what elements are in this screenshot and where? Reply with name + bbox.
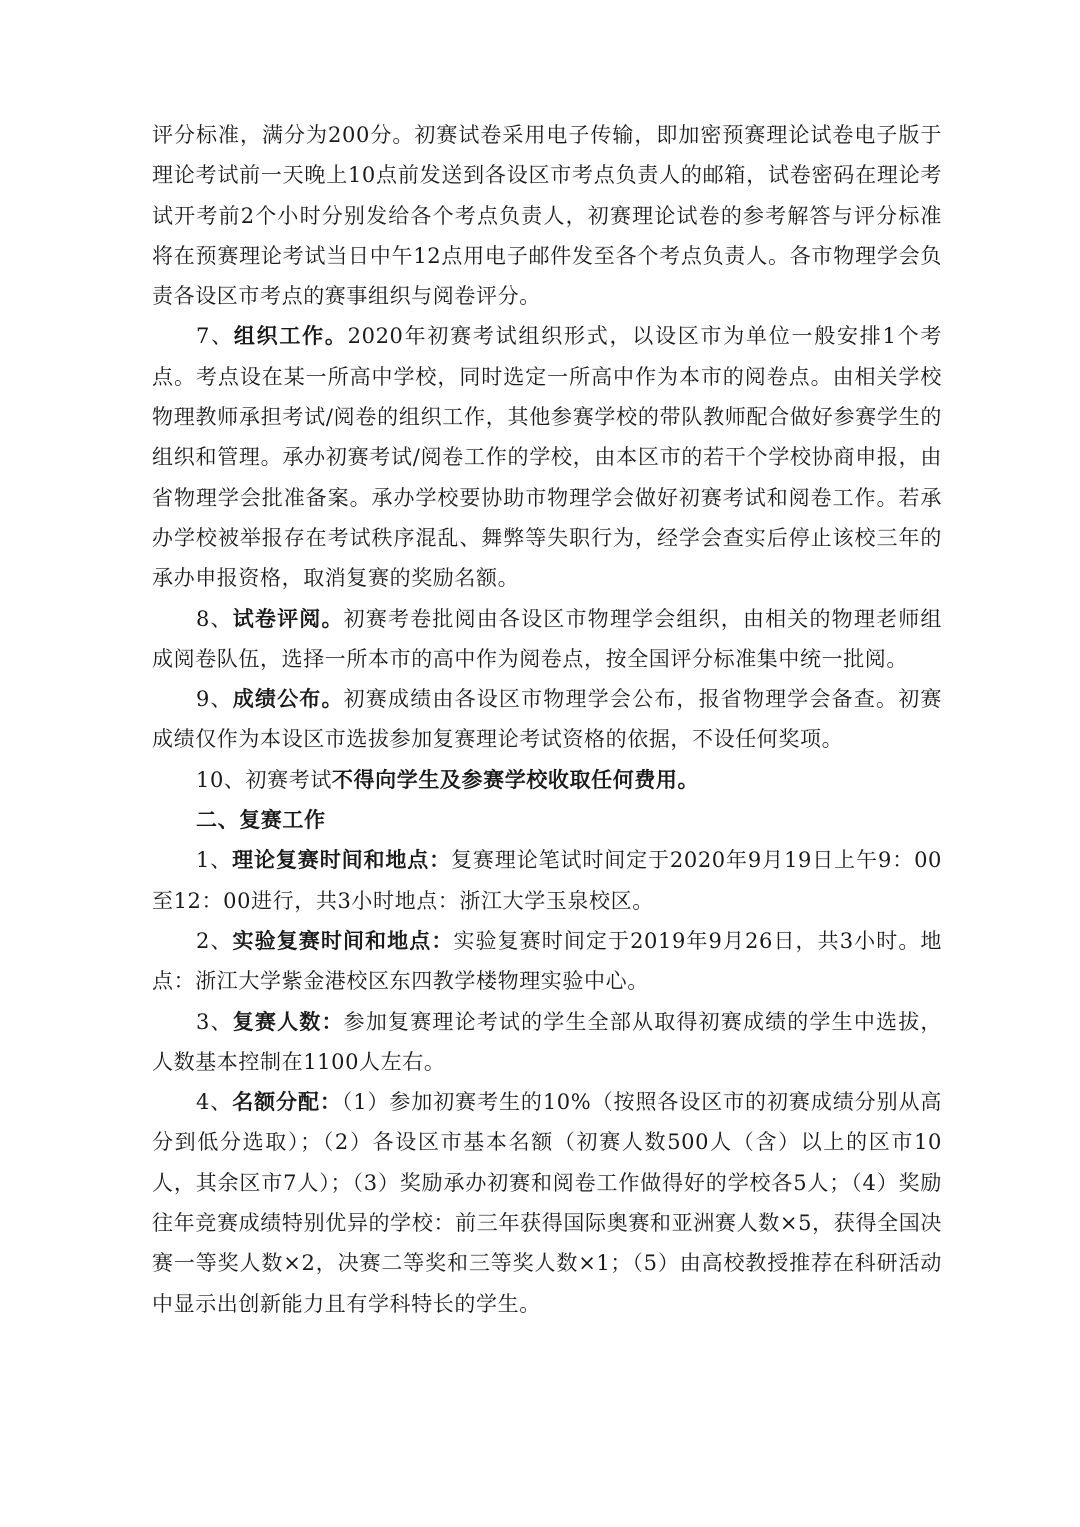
paragraph-text: 初赛考卷批阅由各设区市物理学会组织，由相关的物理老师组成阅卷队伍，选择一所本市的高中作为阅卷点，按全国评分标准集中统一批阅。	[152, 606, 943, 671]
paragraph-results-publication	[152, 679, 942, 760]
paragraph-heading: 不得向学生及参赛学校收取任何费用。	[331, 766, 700, 792]
paragraph-paper-grading	[152, 599, 942, 680]
paragraph-organization-work	[152, 316, 942, 598]
paragraph-no-fees	[152, 760, 942, 800]
paragraph-lead: 8、	[196, 606, 233, 631]
paragraph-heading: 组织工作。	[233, 323, 348, 349]
paragraph-lead: 3、	[196, 1009, 233, 1034]
paragraph-text: （1）参加初赛考生的10%（按照各设区市的初赛成绩分别从高分到低分选取）；（2）各设区市基本名额（初赛人数500人（含）以上的区市10人，其余区市7人）；（3）奖励承办初赛和阅卷工作做得好的学校各5人；（4）奖励往年竞赛成绩特别优异的学校：前三年获得国际奥赛和亚洲赛人数×5，获得全国决赛一等奖人数×2，决赛二等奖和三等奖人数×1；（5）由高校教授推荐在科研活动中显示出创新能力且有学科特长的学生。	[152, 1090, 943, 1316]
paragraph-heading: 实验复赛时间和地点：	[232, 927, 454, 953]
document-body	[152, 115, 942, 1324]
paragraph-heading: 试卷评阅。	[232, 605, 344, 631]
paragraph-lead: 1、	[196, 848, 233, 873]
paragraph-lead: 9、	[196, 687, 233, 712]
paragraph-heading: 复赛人数：	[232, 1008, 344, 1034]
paragraph-text: 初赛成绩由各设区市物理学会公布，报省物理学会备查。初赛成绩仅作为本设区市选拔参加复赛理论考试资格的依据，不设任何奖项。	[152, 687, 943, 752]
paragraph-semifinal-count	[152, 1002, 942, 1083]
paragraph-scoring-continuation	[152, 115, 942, 316]
paragraph-text: 评分标准，满分为200分。初赛试卷采用电子传输，即加密预赛理论试卷电子版于理论考试前一天晚上10点前发送到各设区市考点负责人的邮箱，试卷密码在理论考试开考前2个小时分别发给各个考点负责人，初赛理论试卷的参考解答与评分标准将在预赛理论考试当日中午12点用电子邮件发至各个考点负责人。各市物理学会负责各设区市考点的赛事组织与阅卷评分。	[152, 123, 942, 309]
paragraph-text: 复赛理论笔试时间定于2020年9月19日上午9：00至12：00进行，共3小时地点：浙江大学玉泉校区。	[152, 848, 942, 913]
paragraph-text: 实验复赛时间定于2019年9月26日，共3小时。地点：浙江大学紫金港校区东四教学楼物理实验中心。	[152, 928, 943, 994]
paragraph-lead: 4、	[196, 1090, 233, 1115]
paragraph-theory-semifinal	[152, 840, 942, 921]
paragraph-lead: 2、	[196, 928, 233, 953]
paragraph-lead: 10、初赛考试	[196, 767, 332, 792]
paragraph-heading: 名额分配：	[232, 1089, 342, 1115]
section-title: 二、复赛工作	[196, 807, 326, 833]
paragraph-heading: 成绩公布。	[232, 686, 344, 712]
section-heading-semifinal	[152, 800, 942, 840]
paragraph-quota-allocation	[152, 1082, 942, 1324]
paragraph-experiment-semifinal	[152, 921, 942, 1002]
paragraph-heading: 理论复赛时间和地点：	[232, 847, 452, 873]
paragraph-text: 2020年初赛考试组织形式，以设区市为单位一般安排1个考点。考点设在某一所高中学校，同时选定一所高中作为本市的阅卷点。由相关学校物理教师承担考试/阅卷的组织工作，其他参赛学校的带队教师配合做好参赛学生的组织和管理。承办初赛考试/阅卷工作的学校，由本区市的若干个学校协商申报，由省物理学会批准备案。承办学校要协助市物理学会做好初赛考试和阅卷工作。若承办学校被举报存在考试秩序混乱、舞弊等失职行为，经学会查实后停止该校三年的承办申报资格，取消复赛的奖励名额。	[152, 324, 942, 591]
paragraph-lead: 7、	[196, 324, 234, 349]
paragraph-text: 参加复赛理论考试的学生全部从取得初赛成绩的学生中选拔，人数基本控制在1100人左右。	[152, 1009, 943, 1074]
